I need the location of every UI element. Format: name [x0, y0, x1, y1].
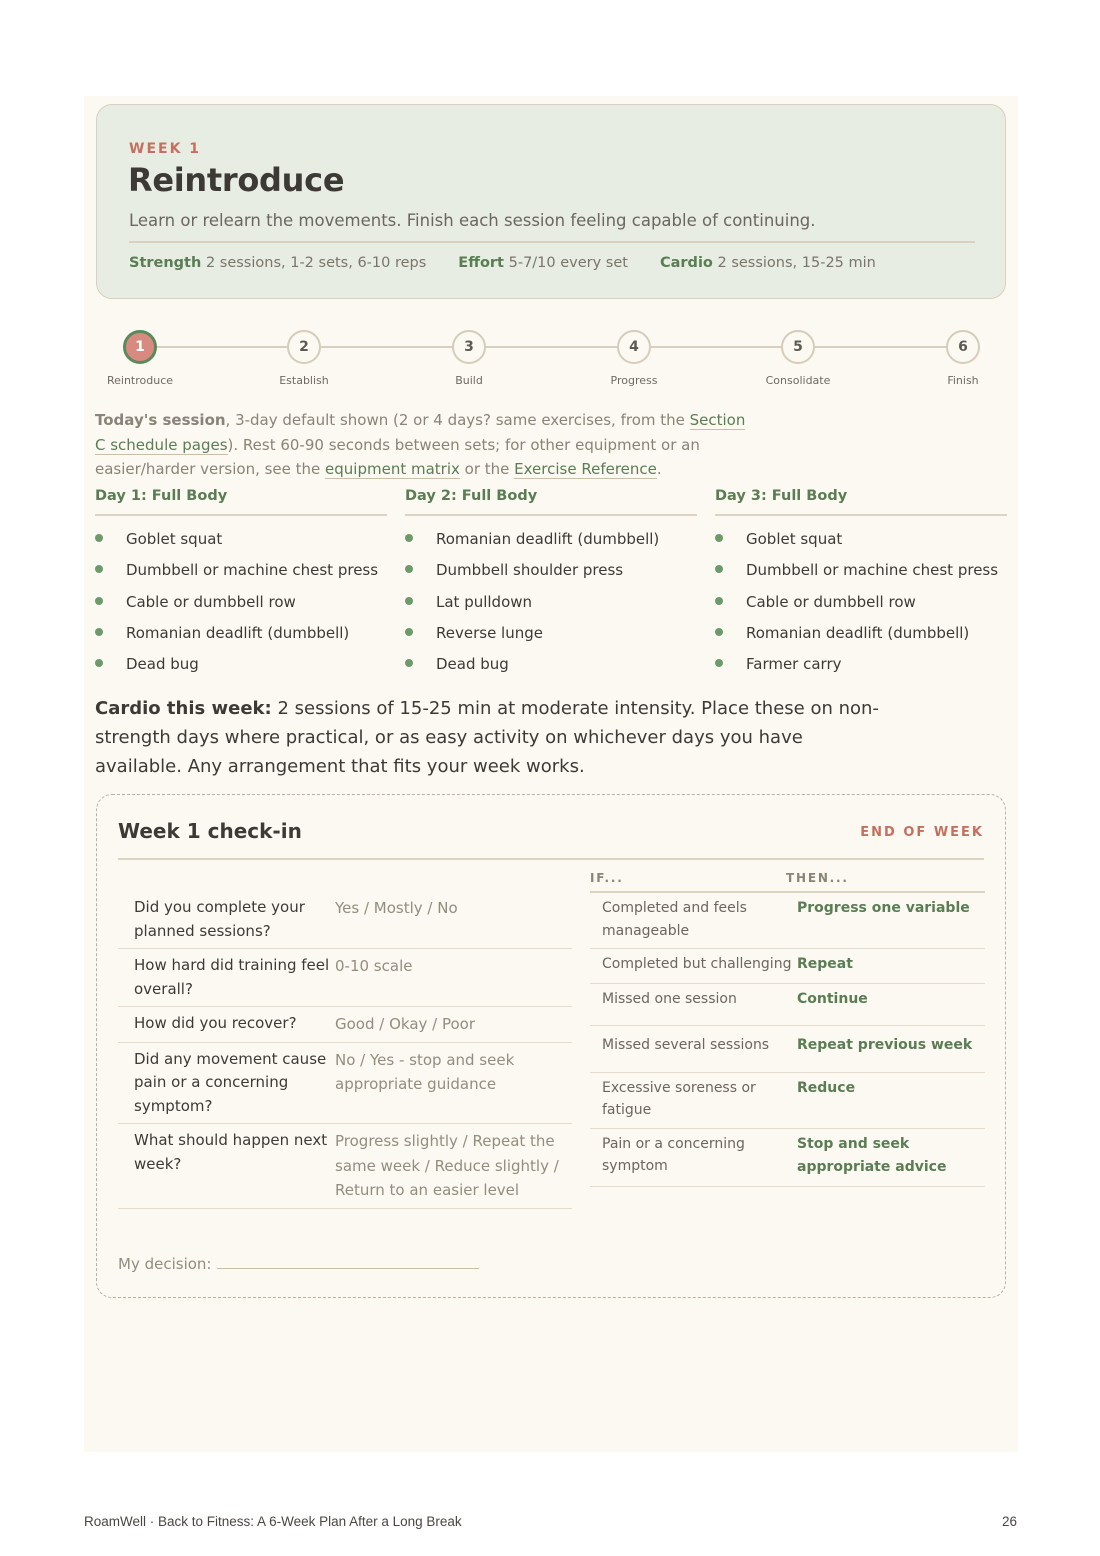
action: Repeat previous week: [797, 1037, 973, 1053]
divider: [118, 858, 984, 860]
list-item: Lat pulldown: [405, 591, 697, 622]
bullet-dot: [405, 597, 413, 605]
step-label: Finish: [947, 374, 979, 387]
page-number: 26: [1001, 1514, 1017, 1529]
day-title: Day 1: Full Body: [95, 488, 387, 516]
bullet-dot: [715, 628, 723, 636]
step-3[interactable]: [419, 330, 519, 387]
bullet-dot: [95, 597, 103, 605]
section-c-link[interactable]: Section C schedule pages: [95, 411, 746, 454]
answer-options: Yes / Mostly / No: [335, 899, 458, 917]
if-then-table: [590, 871, 985, 1187]
list-item: Dead bug: [405, 653, 697, 684]
day-2-column: [405, 488, 697, 684]
intro-text: .: [656, 460, 662, 478]
equipment-matrix-link[interactable]: equipment matrix: [325, 460, 460, 478]
action: Continue: [797, 990, 868, 1007]
table-row: [590, 949, 985, 984]
if-header: IF...: [590, 871, 624, 885]
bullet-dot: [715, 565, 723, 573]
exercise-reference-link[interactable]: Exercise Reference: [514, 460, 657, 478]
step-circle: 1: [123, 330, 157, 364]
action: Repeat: [797, 956, 853, 972]
exercise-list: [715, 528, 1007, 684]
condition: Completed but challenging: [602, 956, 792, 972]
step-label: Build: [455, 374, 483, 387]
check-in-tag: END OF WEEK: [860, 825, 984, 840]
cardio-note: [95, 694, 895, 781]
table-row: [590, 893, 985, 949]
intro-text: ). Rest 60-90 seconds between sets; for other equipment or an easier/harder version, see the: [95, 435, 700, 478]
bullet-dot: [715, 534, 723, 542]
cardio-text: 2 sessions of 15-25 min at moderate intensity. Place these on non-strength days where practical, or as easy activity on whichever days you have available. Any arrangement that fits your week works.: [95, 698, 879, 777]
exercise-list: [405, 528, 697, 684]
condition: Missed one session: [602, 990, 737, 1007]
step-circle: 3: [452, 330, 486, 364]
question: How did you recover?: [134, 1014, 297, 1032]
answer-options: 0-10 scale: [335, 957, 413, 975]
bullet-dot: [405, 534, 413, 542]
list-item: Farmer carry: [715, 653, 1007, 684]
step-2[interactable]: [254, 330, 354, 387]
table-row: [118, 1007, 572, 1043]
step-6[interactable]: [913, 330, 1013, 387]
question: What should happen next week?: [134, 1131, 328, 1173]
condition: Excessive soreness or fatigue: [602, 1079, 756, 1118]
decision-write-line[interactable]: [217, 1268, 479, 1270]
answer-options: Good / Okay / Poor: [335, 1015, 476, 1033]
bullet-dot: [95, 565, 103, 573]
footer-title: RoamWell · Back to Fitness: A 6-Week Plan After a Long Break: [84, 1514, 462, 1529]
then-header: THEN...: [786, 871, 849, 885]
action: Reduce: [797, 1079, 856, 1096]
step-circle: 5: [781, 330, 815, 364]
table-row: [118, 1124, 572, 1209]
stat-effort: Effort 5-7/10 every set: [458, 255, 628, 271]
intro-text: or the: [459, 460, 515, 478]
table-row: [118, 1043, 572, 1125]
intro-lead: Today's session: [95, 411, 226, 429]
page: [84, 96, 1018, 1452]
day-title: Day 2: Full Body: [405, 488, 697, 516]
table-row: [590, 984, 985, 1027]
bullet-dot: [715, 659, 723, 667]
step-label: Establish: [279, 374, 329, 387]
week-subtitle: Learn or relearn the movements. Finish each session feeling capable of continuing.: [129, 211, 816, 230]
condition: Missed several sessions: [602, 1037, 770, 1053]
exercise-list: [95, 528, 387, 684]
intro-text: , 3-day default shown (2 or 4 days? same exercises, from the: [225, 411, 690, 429]
question-table: [118, 891, 572, 1209]
bullet-dot: [405, 565, 413, 573]
cardio-lead: Cardio this week:: [95, 698, 272, 719]
divider: [129, 241, 975, 243]
step-label: Reintroduce: [106, 374, 174, 387]
action: Progress one variable: [797, 900, 970, 916]
stat-cardio: Cardio 2 sessions, 15-25 min: [659, 255, 876, 271]
question: Did you complete your planned sessions?: [134, 898, 305, 940]
decision-field[interactable]: [118, 1255, 479, 1273]
decision-label: My decision:: [118, 1255, 212, 1273]
step-circle: 2: [287, 330, 321, 364]
step-4[interactable]: [584, 330, 684, 387]
answer-options: Progress slightly / Repeat the same week / Reduce slightly / Return to an easier level: [335, 1132, 559, 1199]
week-summary-card: [96, 104, 1006, 299]
week-progress-stepper: [84, 328, 1018, 392]
list-item: Dumbbell shoulder press: [405, 559, 697, 590]
table-row: [118, 891, 572, 949]
check-in-title: Week 1 check-in: [118, 819, 302, 843]
table-row: [590, 1073, 985, 1129]
list-item: Goblet squat: [715, 528, 1007, 559]
action: Stop and seek appropriate advice: [797, 1135, 947, 1175]
list-item: Reverse lunge: [405, 622, 697, 653]
session-intro: [95, 408, 755, 482]
stat-strength: Strength 2 sessions, 1-2 sets, 6-10 reps: [129, 255, 427, 271]
answer-options: No / Yes - stop and seek appropriate guidance: [335, 1050, 515, 1093]
list-item: Romanian deadlift (dumbbell): [95, 622, 387, 653]
step-label: Consolidate: [765, 374, 831, 387]
week-stats: [129, 255, 908, 271]
list-item: Romanian deadlift (dumbbell): [405, 528, 697, 559]
list-item: Cable or dumbbell row: [715, 591, 1007, 622]
bullet-dot: [405, 628, 413, 636]
table-row: [590, 1129, 985, 1187]
weekly-check-in: [96, 794, 1006, 1298]
table-row: [590, 1026, 985, 1073]
step-1[interactable]: [90, 330, 190, 387]
bullet-dot: [715, 597, 723, 605]
list-item: Dumbbell or machine chest press: [715, 559, 1007, 590]
step-5[interactable]: [748, 330, 848, 387]
step-circle: 4: [617, 330, 651, 364]
bullet-dot: [405, 659, 413, 667]
table-row: [118, 949, 572, 1007]
question: Did any movement cause pain or a concerning symptom?: [134, 1049, 327, 1115]
bullet-dot: [95, 659, 103, 667]
list-item: Dumbbell or machine chest press: [95, 559, 387, 590]
condition: Completed and feels manageable: [602, 900, 747, 939]
bullet-dot: [95, 628, 103, 636]
bullet-dot: [95, 534, 103, 542]
day-title: Day 3: Full Body: [715, 488, 1007, 516]
week-title: Reintroduce: [128, 161, 345, 199]
question: How hard did training feel overall?: [134, 956, 330, 998]
table-header: [590, 871, 985, 893]
list-item: Cable or dumbbell row: [95, 591, 387, 622]
list-item: Goblet squat: [95, 528, 387, 559]
step-label: Progress: [610, 374, 658, 387]
condition: Pain or a concerning symptom: [602, 1135, 745, 1174]
list-item: Dead bug: [95, 653, 387, 684]
week-kicker: WEEK 1: [129, 141, 202, 157]
day-1-column: [95, 488, 387, 684]
day-3-column: [715, 488, 1007, 684]
list-item: Romanian deadlift (dumbbell): [715, 622, 1007, 653]
step-circle: 6: [946, 330, 980, 364]
